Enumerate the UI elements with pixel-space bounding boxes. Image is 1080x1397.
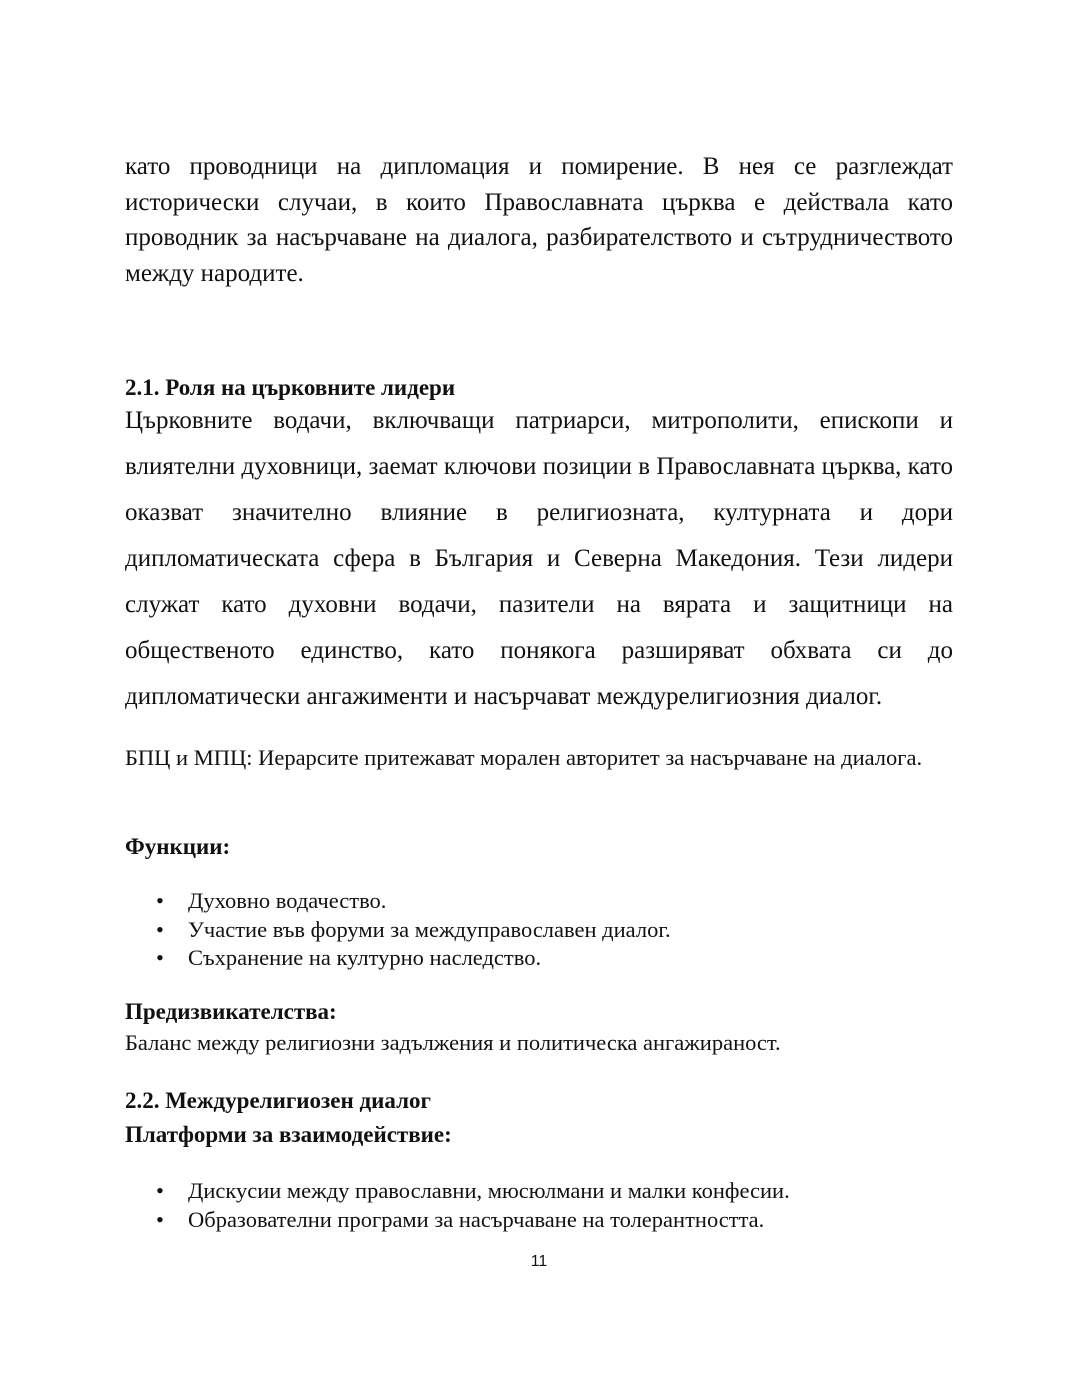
list-item: • Участие във форуми за междуправославен диалог. bbox=[125, 916, 671, 945]
intro-paragraph: като проводници на дипломация и помирение. В нея се разглеждат исторически случаи, в които Православната църква е действала като проводник за насърчаване на диалога, разбирателството и сътрудничеството между народите. bbox=[125, 153, 953, 287]
section-2-1-paragraph: Църковните водачи, включващи патриарси, митрополити, епископи и влиятелни духовници, заемат ключови позиции в Православната църква, като оказват значително влияние в религиозната, културната и дори дипломатическата сфера в България и Северна Македония. Тези лидери служат като духовни водачи, пазители на вярата и защитници на общественото единство, като понякога разширяват обхвата си до дипломатически ангажименти и насърчават междурелигиозния диалог. bbox=[125, 407, 953, 710]
page-number: 11 bbox=[530, 1253, 548, 1270]
document-page bbox=[125, 0, 953, 1397]
platforms-list bbox=[125, 1177, 790, 1234]
challenges-text: Баланс между религиозни задължения и политическа ангажираност. bbox=[125, 1030, 781, 1055]
list-item: • Дискусии между православни, мюсюлмани и малки конфесии. bbox=[125, 1177, 790, 1206]
list-item: • Духовно водачество. bbox=[125, 887, 671, 916]
list-item: • Съхранение на културно наследство. bbox=[125, 944, 671, 973]
section-2-2-heading: 2.2. Междурелигиозен диалог bbox=[125, 1088, 431, 1113]
section-2-1-note: БПЦ и МПЦ: Иерарсите притежават морален авторитет за насърчаване на диалога. bbox=[125, 745, 923, 770]
functions-heading: Функции: bbox=[125, 834, 231, 859]
challenges-heading: Предизвикателства: bbox=[125, 999, 337, 1024]
list-item: • Образователни програми за насърчаване на толерантността. bbox=[125, 1206, 790, 1235]
section-2-1-heading: 2.1. Роля на църковните лидери bbox=[125, 375, 456, 400]
functions-list bbox=[125, 887, 671, 973]
platforms-heading: Платформи за взаимодействие: bbox=[125, 1122, 452, 1147]
